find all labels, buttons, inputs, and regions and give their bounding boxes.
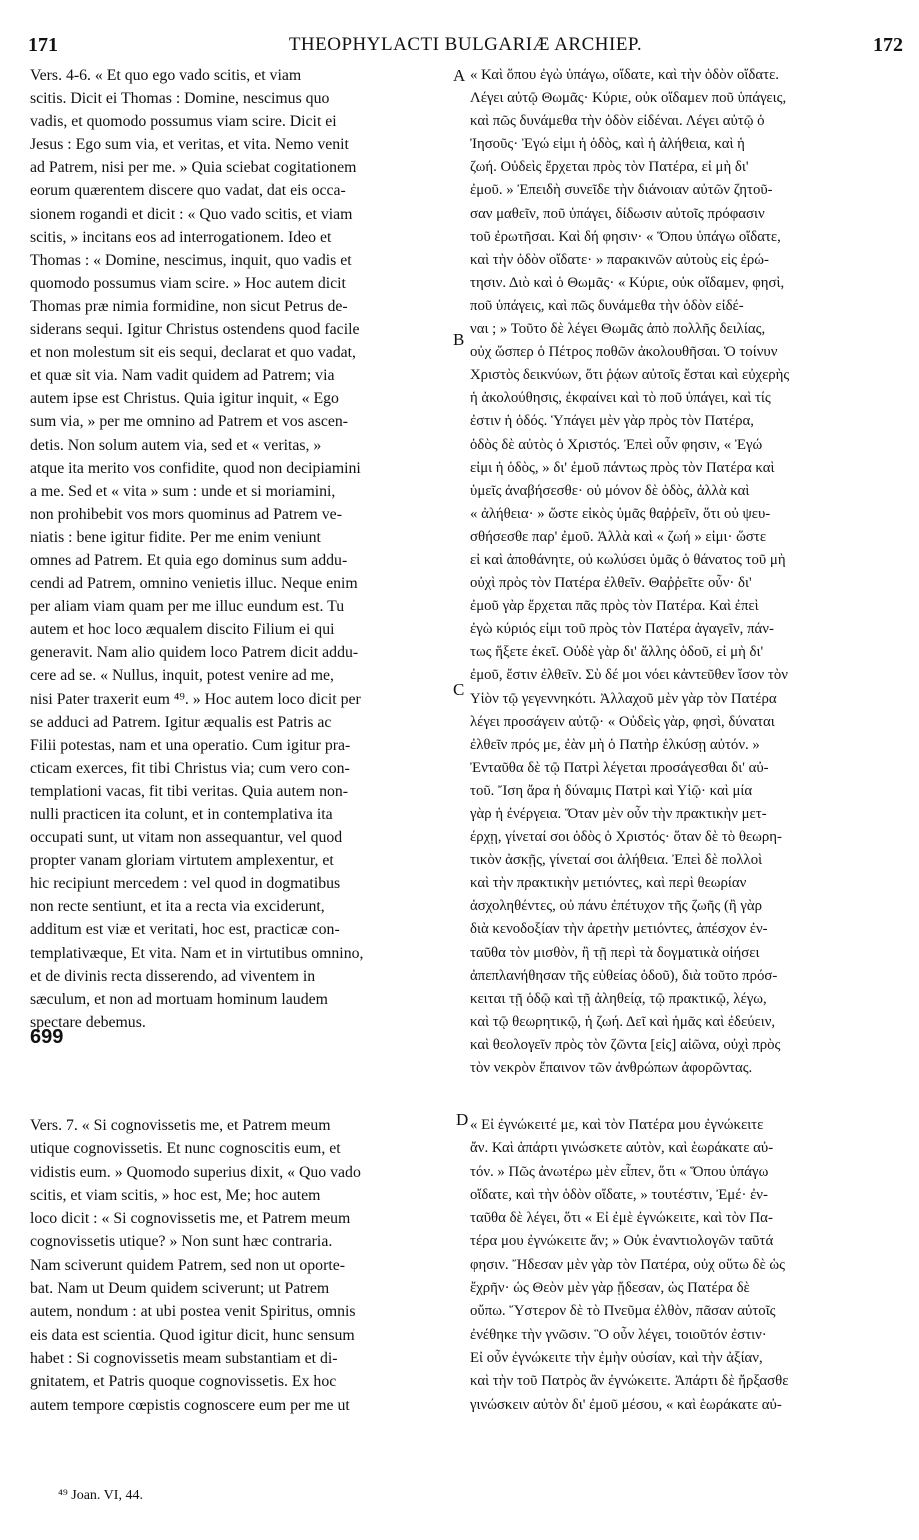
text-line: ἄν. Καὶ ἀπάρτι γινώσκετε αὐτὸν, καὶ ἑωράκατε αὐ- — [470, 1140, 774, 1157]
text-line: templativæque, Et vita. Nam et in virtutibus omnino, — [30, 944, 364, 962]
text-line: Filii potestas, nam et una operatio. Cum igitur pra- — [30, 736, 351, 754]
text-line: vidistis eum. » Quomodo superius dixit, « Quo vado — [30, 1163, 361, 1181]
text-line: οὐχὶ πρὸς τὸν Πατέρα ἐλθεῖν. Θαῤῥεῖτε οὖν· δι' — [470, 575, 752, 592]
text-line: Ἐνταῦθα δὲ τῷ Πατρὶ λέγεται προσάγεσθαι δι' αὐ- — [470, 759, 769, 776]
text-line: έρχῃ, γίνεταί σοι ὁδὸς ὁ Χριστός· ὅταν δὲ τὸ θεωρη- — [470, 829, 782, 846]
text-line: cendi ad Patrem, omnino venietis illuc. Neque enim — [30, 575, 358, 593]
text-line: autem tempore cœpistis cognoscere eum per me ut — [30, 1396, 350, 1414]
text-line: autem ipse est Christus. Quia igitur inquit, « Ego — [30, 390, 339, 408]
text-line: sum via, » per me omnino ad Patrem et vos ascen- — [30, 413, 349, 431]
text-line: Vers. 7. « Si cognovissetis me, et Patrem meum — [30, 1117, 331, 1134]
text-line: ἡ ἀκολούθησις, ἐκφαίνει καὶ τὸ ποῦ ὑπάγει, καὶ τίς — [470, 390, 771, 407]
text-line: et quæ sit via. Nam vadit quidem ad Patrem; via — [30, 367, 335, 385]
text-line: et non molestum sit eis sequi, declarat et quo vadat, — [30, 344, 356, 362]
text-line: Jesus : Ego sum via, et veritas, et vita. Nemo venit — [30, 136, 349, 154]
text-line: τόν. » Πῶς ἀνωτέρω μὲν εἶπεν, ὅτι « Ὅπου ὑπάγω — [470, 1163, 769, 1180]
text-line: διὰ κενοδοξίαν τὴν ἀρετὴν μετιόντες, ἀπέσχον ἐν- — [470, 921, 768, 938]
text-line: Υἱὸν τῷ γεγεννηκότι. Ἀλλαχοῦ μὲν γὰρ τὸν Πατέρα — [470, 690, 777, 707]
text-line: eis data est scientia. Quod igitur dicit, hunc sensum — [30, 1326, 355, 1344]
text-line: a me. Sed et « vita » sum : unde et si moriamini, — [30, 482, 336, 500]
text-line: Vers. 4-6. « Et quo ego vado scitis, et viam — [30, 67, 302, 84]
text-line: ad Patrem, nisi per me. » Quia sciebat cogitationem — [30, 159, 357, 177]
margin-marker-d: D — [456, 1110, 469, 1129]
text-line: cere ad se. « Nullus, inquit, potest venire ad me, — [30, 667, 335, 685]
text-line: eorum quærentem discere quo vadat, dat eis occa- — [30, 182, 346, 200]
text-line: Λέγει αὐτῷ Θωμᾶς· Κύριε, οὐκ οἴδαμεν ποῦ ὑπάγεις, — [470, 90, 787, 107]
text-line: vadis, et quomodo possumus viam scire. Dicit ei — [30, 113, 337, 131]
text-line: ἐγὼ κύριός εἰμι τοῦ πρὸς τὸν Πατέρα ἀγαγεῖν, πάν- — [470, 621, 774, 638]
latin-column-section-2 — [30, 1114, 448, 1417]
text-line: utique cognovissetis. Et nunc cognoscitis eum, et — [30, 1140, 341, 1158]
text-line: κειται τῇ ὁδῷ καὶ τῇ ἀληθείᾳ, τῷ πρακτικῷ, λέγω, — [470, 990, 767, 1007]
text-line: ἔχρῆν· ὡς Θεὸν μὲν γὰρ ᾔδεσαν, ὡς Πατέρα δὲ — [470, 1280, 750, 1297]
margin-marker-b: B — [453, 330, 465, 349]
text-line: spectare debemus. — [30, 1013, 146, 1031]
page-number-right: 172 — [873, 34, 903, 56]
text-line: σθήσεσθε παρ' ἐμοῦ. Ἀλλὰ καὶ « ζωή » εἰμι· ὥστε — [470, 528, 767, 545]
text-line: Nam sciverunt quidem Patrem, sed non ut oporte- — [30, 1256, 345, 1274]
margin-marker-a: A — [453, 66, 466, 85]
text-line: Εἰ οὖν ἐγνώκειτε τὴν ἐμὴν οὐσίαν, καὶ τὴν ἀξίαν, — [470, 1349, 763, 1366]
text-line: Thomas præ nimia formidine, non sicut Petrus de- — [30, 297, 348, 315]
text-line: οἴδατε, καὶ τὴν ὁδὸν οἴδατε, » τουτέστιν, Ἐμέ· ἐν- — [470, 1186, 768, 1203]
text-line: οὐχ ὥσπερ ὁ Πέτρος ποθῶν ἀκολουθῆσαι. Ὁ τοίνυν — [470, 344, 778, 361]
text-line: sæculum, et non ad mortuam hominum laudem — [30, 990, 328, 1008]
text-line: ζωή. Οὐδεὶς ἔρχεται πρὸς τὸν Πατέρα, εἰ μὴ δι' — [470, 159, 749, 176]
text-line: τοῦ. Ἴση ἄρα ἡ δύναμις Πατρὶ καὶ Υἱῷ· καὶ μία — [470, 782, 753, 799]
text-line: ἐστιν ἡ ὁδός. Ὑπάγει μὲν γὰρ πρὸς τὸν Πατέρα, — [470, 413, 754, 430]
text-line: γὰρ ἡ ἐνέργεια. Ὅταν μὲν οὖν τὴν πρακτικὴν μετ- — [470, 806, 767, 822]
text-line: se adduci ad Patrem. Igitur æqualis est Patris ac — [30, 713, 332, 731]
text-line: ἐμοῦ. » Ἐπειδὴ συνεῖδε τὴν διάνοιαν αὐτῶν ζητοῦ- — [470, 182, 773, 199]
text-line: τοῦ ἐρωτῆσαι. Καὶ δή φησιν· « Ὅπου ὑπάγω οἴδατε, — [470, 228, 781, 245]
text-line: autem et hoc loco æqualem discito Filium ei qui — [30, 621, 335, 639]
text-line: loco dicit : « Si cognovissetis me, et Patrem meum — [30, 1210, 351, 1228]
text-line: non recte sentiunt, et ita a recta via exciderunt, — [30, 898, 325, 916]
footnote: ⁴⁹ Joan. VI, 44. — [58, 1488, 143, 1503]
text-line: φησιν. Ἤδεσαν μὲν γὰρ τὸν Πατέρα, οὐχ οὕτω δὲ ὡς — [470, 1256, 786, 1273]
text-line: τως ἥξετε ἐκεῖ. Οὐδὲ γὰρ δι' ἄλλης ὁδοῦ, εἰ μὴ δι' — [470, 644, 764, 661]
text-line: τὸν νεκρὸν ἔπαινον τῶν ἀνθρώπων ἀφορῶντας. — [470, 1060, 753, 1077]
text-line: Thomas : « Domine, nescimus, inquit, quo vadis et — [30, 251, 352, 269]
text-line: generavit. Nam alio quidem loco Patrem dicit addu- — [30, 644, 359, 662]
text-line: hic recipiunt mercedem : vel quod in dogmatibus — [30, 875, 341, 893]
greek-column-section-2 — [470, 1114, 908, 1417]
text-line: habet : Si cognovissetis meam substantiam et di- — [30, 1349, 338, 1367]
text-line: scitis, » incitans eos ad interrogationem. Ideo et — [30, 228, 332, 246]
page-header — [28, 34, 903, 60]
text-line: « Καὶ ὅπου ἐγὼ ὑπάγω, οἴδατε, καὶ τὴν ὁδὸν οἴδατε. — [470, 67, 779, 83]
text-line: τικὸν ἀσκῇς, γίνεταί σοι ἀλήθεια. Ἐπεὶ δὲ πολλοὶ — [470, 852, 763, 869]
text-line: ἀπεπλανήθησαν τῆς εὐθείας ὁδοῦ), διὰ τοῦτο πρόσ- — [470, 967, 778, 984]
text-line: templationi vacas, fit tibi veritas. Quia autem non- — [30, 782, 349, 800]
margin-marker-c: C — [453, 680, 465, 699]
text-line: καὶ τῷ θεωρητικῷ, ἡ ζωή. Δεῖ καὶ ἡμᾶς καὶ ἐδεύειν, — [470, 1013, 776, 1030]
text-line: καὶ τὴν πρακτικὴν μετιόντες, καὶ περὶ θεωρίαν — [470, 875, 747, 892]
text-line: ὑμεῖς ἀναβήσεσθε· οὐ μόνον δὲ ὁδὸς, ἀλλὰ καὶ — [470, 482, 750, 499]
text-line: ἐλθεῖν πρός με, ἐὰν μὴ ὁ Πατὴρ ἑλκύσῃ αὐτόν. » — [470, 736, 760, 753]
text-line: quomodo possumus viam scire. » Hoc autem dicit — [30, 274, 346, 292]
greek-column-section-1 — [470, 64, 908, 1080]
text-line: ταῦθα δὲ λέγει, ὅτι « Εἰ ἐμὲ ἐγνώκειτε, καὶ τὸν Πα- — [470, 1210, 773, 1227]
text-line: nulli practicen ita colunt, et in contemplativa ita — [30, 806, 333, 823]
text-line: εἰμι ἡ ὁδὸς, » δι' ἐμοῦ πάντως πρὸς τὸν Πατέρα καὶ — [470, 459, 775, 476]
text-line: σαν μαθεῖν, ποῦ ὑπάγει, δίδωσιν αὐτοῖς πρόφασιν — [470, 205, 765, 222]
text-line: ἐμοῦ, ἔστιν ἐλθεῖν. Σὺ δέ μοι νόει κἀντεῦθεν ἴσον τὸν — [470, 667, 788, 684]
text-line: niatis : bene igitur fidite. Per me enim veniunt — [30, 528, 321, 546]
text-line: ἀσχοληθέντες, οὐ πάνυ ἐπέτυχον τῆς ζωῆς (ἢ γὰρ — [470, 898, 763, 915]
text-line: bat. Nam ut Deum quidem sciverunt; ut Patrem — [30, 1280, 330, 1298]
text-line: per aliam viam quam per me illuc eundum est. Tu — [30, 598, 345, 616]
text-line: « Εἰ ἐγνώκειτέ με, καὶ τὸν Πατέρα μου ἐγνώκειτε — [470, 1117, 764, 1133]
running-title: THEOPHYLACTI BULGARIÆ ARCHIEP. — [288, 34, 643, 55]
margin-number: 699 — [30, 1026, 64, 1048]
text-line: cognovissetis utique? » Non sunt hæc contraria. — [30, 1233, 333, 1251]
text-line: ταῦθα τὸν μισθὸν, ἢ τῇ περὶ τὰ δογματικὰ οἰήσει — [470, 944, 760, 961]
text-line: καὶ τὴν τοῦ Πατρὸς ἂν ἐγνώκειτε. Ἀπάρτι δὲ ἤρξασθε — [470, 1373, 789, 1390]
text-line: ποῦ ὑπάγεις, καὶ πῶς δυνάμεθα τὴν ὁδὸν εἰδέ- — [470, 297, 744, 314]
text-line: omnes ad Patrem. Et quia ego dominus sum addu- — [30, 551, 348, 569]
text-line: καὶ τὴν ὁδὸν οἴδατε· » παρακινῶν αὐτοὺς εἰς ἐρώ- — [470, 251, 769, 268]
latin-column-section-1 — [30, 64, 448, 1034]
text-line: « ἀλήθεια· » ὥστε εἰκὸς ὑμᾶς θαῤῥεῖν, ὅτι οὐ ψευ- — [470, 505, 771, 522]
text-line: atque ita merito vos confidite, quod non decipiamini — [30, 459, 361, 477]
text-line: nisi Pater traxerit eum ⁴⁹. » Hoc autem loco dicit per — [30, 690, 361, 708]
text-line: gnitatem, et Patris quoque cognovissetis. Ex hoc — [30, 1373, 337, 1391]
text-line: τέρα μου ἐγνώκειτε ἄν; » Οὐκ ἐναντιολογῶν ταῦτά — [470, 1233, 774, 1250]
text-line: cticam exerces, fit tibi Christus via; cum vero con- — [30, 759, 350, 777]
text-line: ναι ; » Τοῦτο δὲ λέγει Θωμᾶς ἀπὸ πολλῆς δειλίας, — [470, 321, 766, 338]
text-line: non prohibebit vos mors quominus ad Patrem ve- — [30, 505, 342, 523]
text-line: occupati sunt, ut vitam non assequantur, vel quod — [30, 829, 343, 847]
text-line: καὶ πῶς δυνάμεθα τὴν ὁδὸν εἰδέναι. Λέγει αὐτῷ ὁ — [470, 113, 765, 130]
text-line: ἐμοῦ γὰρ ἔρχεται πᾶς πρὸς τὸν Πατέρα. Καὶ ἐπεὶ — [470, 598, 759, 615]
text-line: ὁδὸς δὲ αὐτὸς ὁ Χριστός. Ἐπεὶ οὖν φησιν, « Ἐγώ — [470, 436, 763, 453]
text-line: autem, nondum : at ubi postea venit Spiritus, omnis — [30, 1303, 356, 1321]
text-line: λέγει προσάγειν αὐτῷ· « Οὐδεὶς γὰρ, φησὶ, δύναται — [470, 713, 775, 730]
text-line: sionem rogandi et dicit : « Quo vado scitis, et viam — [30, 205, 353, 223]
text-line: detis. Non solum autem via, sed et « veritas, » — [30, 436, 322, 454]
text-line: τησιν. Διὸ καὶ ὁ Θωμᾶς· « Κύριε, οὐκ οἴδαμεν, φησὶ, — [470, 274, 785, 291]
text-line: Ἰησοῦς· Ἐγώ εἰμι ἡ ὁδὸς, καὶ ἡ ἀλήθεια, καὶ ἡ — [470, 136, 745, 153]
text-line: et de divinis recta disserendo, ad viventem in — [30, 967, 316, 985]
text-line: εἰ καὶ ἀποθάνητε, οὐ κωλύσει ὑμᾶς ὁ θάνατος τοῦ μὴ — [470, 551, 786, 568]
text-line: scitis. Dicit ei Thomas : Domine, nescimus quo — [30, 90, 330, 108]
text-line: Χριστὸς δεικνύων, ὅτι ῥᾴων αὐτοῖς ἔσται καὶ εὐχερὴς — [470, 367, 790, 384]
text-line: siderans sequi. Igitur Christus ostendens quod facile — [30, 321, 360, 339]
text-line: ἐνέθηκε τὴν γνῶσιν. Ὃ οὖν λέγει, τοιοῦτόν ἐστιν· — [470, 1326, 767, 1343]
text-line: καὶ θεολογεῖν πρὸς τὸν ζῶντα [εἰς] αἰῶνα, οὐχὶ πρὸς — [470, 1036, 781, 1053]
page-number-left: 171 — [28, 34, 58, 56]
text-line: additum est viæ et veritati, hoc est, practicæ con- — [30, 921, 340, 939]
text-line: οὔπω. Ὕστερον δὲ τὸ Πνεῦμα ἐλθὸν, πᾶσαν αὐτοῖς — [470, 1303, 776, 1320]
text-line: scitis, et viam scitis, » hoc est, Me; hoc autem — [30, 1186, 321, 1204]
text-line: propter vanam gloriam virtutem amplexentur, et — [30, 852, 334, 870]
text-line: γινώσκειν αὐτὸν δι' ἐμοῦ μέσου, « καὶ ἑωράκατε αὐ- — [470, 1396, 782, 1413]
